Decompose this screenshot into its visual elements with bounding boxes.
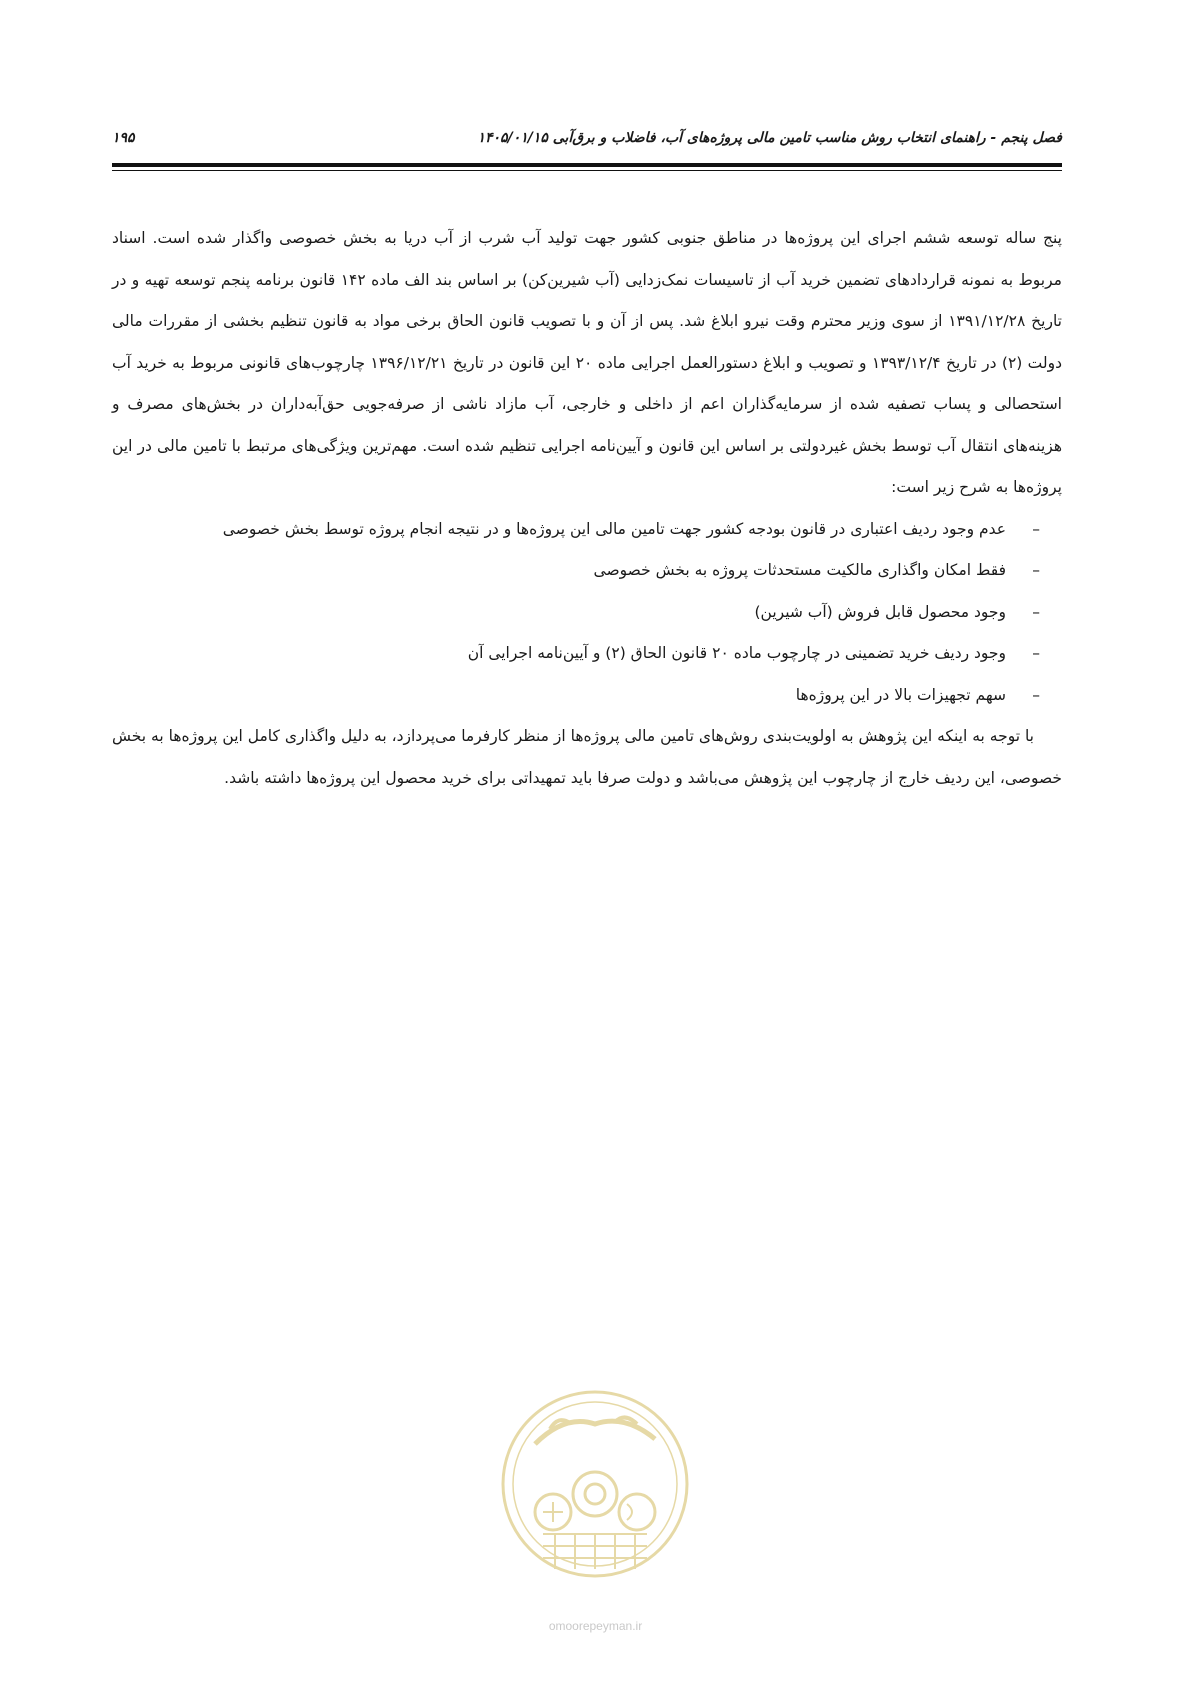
feature-list	[112, 509, 1062, 717]
list-item	[112, 675, 1062, 717]
list-item-text: عدم وجود ردیف اعتباری در قانون بودجه کشور جهت تامین مالی این پروژه‌ها و در نتیجه انجام پروژه توسط بخش خصوصی	[222, 519, 1006, 538]
list-item	[112, 592, 1062, 634]
paragraph-2: با توجه به اینکه این پژوهش به اولویت‌بندی روش‌های تامین مالی پروژه‌ها از منظر کارفرما می‌پردازد، به دلیل واگذاری کامل این پروژه‌ها به بخش خصوصی، این ردیف خارج از چارچوب این پژوهش می‌باشد و دولت صرفا باید تمهیداتی برای خرید محصول این پروژه‌ها داشته باشد.	[112, 727, 1062, 787]
page-header	[112, 130, 1062, 160]
bullet-dash: –	[1032, 561, 1040, 579]
bullet-dash: –	[1032, 644, 1040, 662]
watermark-logo-icon	[495, 1384, 695, 1604]
list-item-text: وجود ردیف خرید تضمینی در چارچوب ماده ۲۰ قانون الحاق (۲) و آیین‌نامه اجرایی آن	[467, 644, 1006, 662]
bullet-dash: –	[1032, 519, 1040, 538]
body-text	[112, 218, 1062, 799]
list-item	[112, 550, 1062, 592]
list-item	[112, 509, 1062, 551]
bullet-dash: –	[1032, 602, 1040, 621]
watermark-url: omoorepeyman.ir	[548, 1619, 643, 1633]
list-item-text: سهم تجهیزات بالا در این پروژه‌ها	[795, 685, 1006, 704]
page-number: ۱۹۵	[112, 130, 135, 146]
list-item	[112, 633, 1062, 675]
paragraph-1: پنج ساله توسعه ششم اجرای این پروژه‌ها در مناطق جنوبی کشور جهت تولید آب شرب از آب دریا به بخش خصوصی واگذار شده است. اسناد مربوط به نمونه قراردادهای تضمین خرید آب از تاسیسات نمک‌زدایی (آب شیرین‌کن) بر اساس بند الف ماده ۱۴۲ قانون برنامه پنجم توسعه تهیه و در تاریخ ۱۳۹۱/۱۲/۲۸ از سوی وزیر محترم وقت نیرو ابلاغ شد. پس از آن و با تصویب قانون الحاق برخی مواد به قانون تنظیم بخشی از مقررات مالی دولت (۲) در تاریخ ۱۳۹۳/۱۲/۴ و تصویب و ابلاغ دستورالعمل اجرایی ماده ۲۰ این قانون در تاریخ ۱۳۹۶/۱۲/۲۱ چارچوب‌های قانونی مربوط به خرید آب استحصالی و پساب تصفیه شده از سرمایه‌گذاران اعم از داخلی و خارجی، آب مازاد ناشی از صرفه‌جویی حق‌آبه‌داران در بخش‌های مصرف و هزینه‌های انتقال آب توسط بخش غیردولتی بر اساس این قانون و آیین‌نامه اجرایی تنظیم شده است. مهم‌ترین ویژگی‌های مرتبط با تامین مالی در این پروژه‌ها به شرح زیر است:	[112, 229, 1063, 496]
header-rule-thin	[112, 170, 1062, 171]
bullet-dash: –	[1032, 685, 1040, 704]
list-item-text: فقط امکان واگذاری مالکیت مستحدثات پروژه به بخش خصوصی	[593, 561, 1006, 579]
list-item-text: وجود محصول قابل فروش (آب شیرین)	[754, 602, 1006, 621]
header-rule-thick	[112, 163, 1062, 167]
header-title: فصل پنجم - راهنمای انتخاب روش مناسب تامین مالی پروژه‌های آب، فاضلاب و برق‌آبی ۱۴۰۵/۰۱/۱۵	[477, 130, 1062, 146]
